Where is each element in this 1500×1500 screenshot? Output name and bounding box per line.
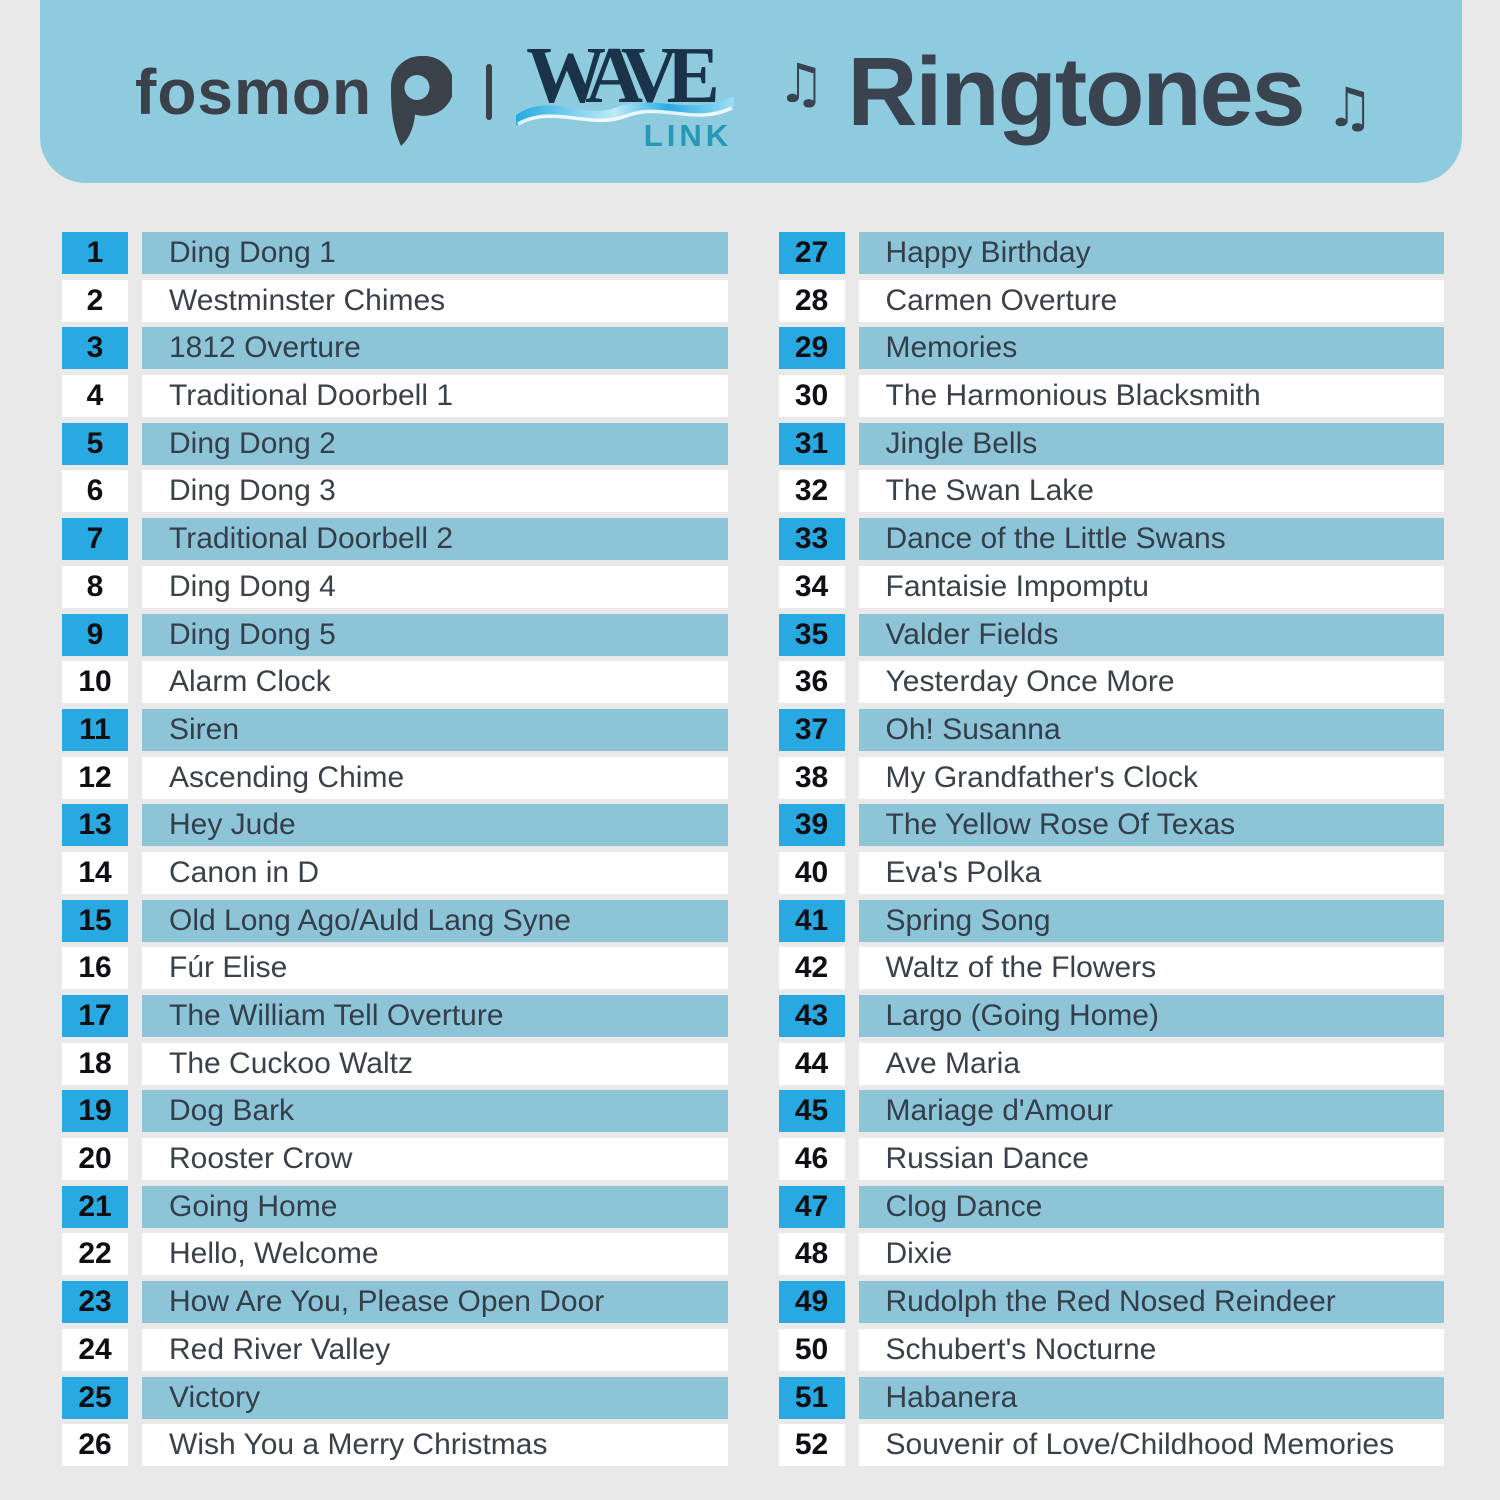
fosmon-logo-wordmark: fosmon xyxy=(135,55,373,128)
ringtone-row xyxy=(62,1424,728,1466)
ringtone-name: Dixie xyxy=(859,1233,1445,1275)
ringtone-name: Habanera xyxy=(859,1377,1445,1419)
ringtone-row xyxy=(62,518,728,560)
ringtone-name: Oh! Susanna xyxy=(859,709,1445,751)
ringtone-number: 36 xyxy=(779,661,845,703)
ringtone-number: 44 xyxy=(779,1043,845,1085)
ringtone-row xyxy=(779,947,1445,989)
ringtone-name: Russian Dance xyxy=(859,1138,1445,1180)
ringtone-name: Siren xyxy=(142,709,728,751)
ringtone-name: How Are You, Please Open Door xyxy=(142,1281,728,1323)
ringtone-row xyxy=(62,280,728,322)
ringtone-number: 4 xyxy=(62,375,128,417)
ringtone-number: 20 xyxy=(62,1138,128,1180)
ringtone-number: 27 xyxy=(779,232,845,274)
ringtone-row xyxy=(779,614,1445,656)
page-title: Ringtones xyxy=(847,37,1304,146)
ringtone-name: Ding Dong 4 xyxy=(142,566,728,608)
ringtone-name: Memories xyxy=(859,327,1445,369)
ringtone-number: 51 xyxy=(779,1377,845,1419)
ringtone-row xyxy=(62,1186,728,1228)
ringtone-name: Souvenir of Love/Childhood Memories xyxy=(859,1424,1445,1466)
logo-divider xyxy=(486,64,492,120)
ringtone-row xyxy=(779,566,1445,608)
ringtone-name: Ascending Chime xyxy=(142,757,728,799)
ringtone-number: 12 xyxy=(62,757,128,799)
ringtone-name: Schubert's Nocturne xyxy=(859,1329,1445,1371)
ringtone-row xyxy=(62,947,728,989)
ringtone-row xyxy=(779,1424,1445,1466)
ringtone-number: 37 xyxy=(779,709,845,751)
ringtone-row xyxy=(779,804,1445,846)
ringtone-number: 49 xyxy=(779,1281,845,1323)
ringtone-name: Red River Valley xyxy=(142,1329,728,1371)
ringtone-row xyxy=(779,423,1445,465)
ringtone-name: The Harmonious Blacksmith xyxy=(859,375,1445,417)
ringtone-number: 23 xyxy=(62,1281,128,1323)
ringtone-name: Jingle Bells xyxy=(859,423,1445,465)
ringtone-number: 47 xyxy=(779,1186,845,1228)
ringtone-row xyxy=(62,1043,728,1085)
ringtone-row xyxy=(779,661,1445,703)
ringtone-number: 28 xyxy=(779,280,845,322)
ringtone-column-right xyxy=(779,232,1445,1472)
ringtone-name: Wish You a Merry Christmas xyxy=(142,1424,728,1466)
ringtone-number: 30 xyxy=(779,375,845,417)
ringtone-number: 5 xyxy=(62,423,128,465)
ringtone-row xyxy=(779,1377,1445,1419)
ringtone-number: 50 xyxy=(779,1329,845,1371)
ringtone-row xyxy=(62,1233,728,1275)
ringtone-number: 26 xyxy=(62,1424,128,1466)
ringtone-name: Alarm Clock xyxy=(142,661,728,703)
ringtone-row xyxy=(62,900,728,942)
ringtone-name: Eva's Polka xyxy=(859,852,1445,894)
ringtone-number: 13 xyxy=(62,804,128,846)
ringtone-row xyxy=(62,327,728,369)
ringtone-name: Clog Dance xyxy=(859,1186,1445,1228)
ringtone-name: 1812 Overture xyxy=(142,327,728,369)
wavelink-logo xyxy=(526,31,733,153)
ringtone-name: Fúr Elise xyxy=(142,947,728,989)
ringtone-name: Ave Maria xyxy=(859,1043,1445,1085)
ringtone-row xyxy=(62,1138,728,1180)
ringtone-row xyxy=(779,232,1445,274)
ringtone-row xyxy=(62,804,728,846)
ringtone-column-left xyxy=(62,232,728,1472)
ringtone-name: Westminster Chimes xyxy=(142,280,728,322)
ringtone-name: Dance of the Little Swans xyxy=(859,518,1445,560)
ringtone-number: 42 xyxy=(779,947,845,989)
ringtone-row xyxy=(779,757,1445,799)
ringtone-name: Hey Jude xyxy=(142,804,728,846)
ringtone-name: Dog Bark xyxy=(142,1090,728,1132)
music-note-icon: ♫ xyxy=(776,51,826,115)
ringtone-row xyxy=(779,1043,1445,1085)
ringtone-list xyxy=(0,232,1500,1472)
ringtone-name: Rooster Crow xyxy=(142,1138,728,1180)
ringtone-name: Ding Dong 3 xyxy=(142,470,728,512)
ringtone-row xyxy=(62,566,728,608)
ringtone-name: Valder Fields xyxy=(859,614,1445,656)
ringtone-number: 38 xyxy=(779,757,845,799)
header-banner xyxy=(40,0,1462,183)
ringtone-row xyxy=(62,661,728,703)
ringtone-name: Mariage d'Amour xyxy=(859,1090,1445,1132)
ringtone-row xyxy=(62,1329,728,1371)
ringtone-row xyxy=(62,1090,728,1132)
ringtone-name: The Cuckoo Waltz xyxy=(142,1043,728,1085)
brand-logos xyxy=(135,31,733,153)
ringtone-name: Waltz of the Flowers xyxy=(859,947,1445,989)
ringtone-row xyxy=(62,1377,728,1419)
ringtone-name: Traditional Doorbell 2 xyxy=(142,518,728,560)
wavelink-wave-text: WAVE xyxy=(526,31,708,120)
ringtone-number: 35 xyxy=(779,614,845,656)
ringtone-name: The Yellow Rose Of Texas xyxy=(859,804,1445,846)
ringtone-row xyxy=(779,1329,1445,1371)
ringtone-row xyxy=(779,1138,1445,1180)
ringtone-number: 10 xyxy=(62,661,128,703)
ringtone-number: 40 xyxy=(779,852,845,894)
ringtone-name: Ding Dong 1 xyxy=(142,232,728,274)
ringtone-row xyxy=(779,852,1445,894)
ringtone-name: Ding Dong 5 xyxy=(142,614,728,656)
ringtone-name: Largo (Going Home) xyxy=(859,995,1445,1037)
ringtone-number: 45 xyxy=(779,1090,845,1132)
ringtone-row xyxy=(62,852,728,894)
title-group xyxy=(776,37,1374,146)
ringtone-name: The Swan Lake xyxy=(859,470,1445,512)
ringtone-name: Going Home xyxy=(142,1186,728,1228)
ringtone-row xyxy=(62,1281,728,1323)
ringtone-row xyxy=(62,995,728,1037)
ringtone-name: Happy Birthday xyxy=(859,232,1445,274)
ringtone-number: 34 xyxy=(779,566,845,608)
ringtone-number: 46 xyxy=(779,1138,845,1180)
ringtone-row xyxy=(779,280,1445,322)
ringtone-number: 15 xyxy=(62,900,128,942)
ringtone-row xyxy=(779,900,1445,942)
ringtone-name: Old Long Ago/Auld Lang Syne xyxy=(142,900,728,942)
ringtone-number: 39 xyxy=(779,804,845,846)
ringtone-row xyxy=(779,327,1445,369)
ringtone-name: Hello, Welcome xyxy=(142,1233,728,1275)
ringtone-name: Yesterday Once More xyxy=(859,661,1445,703)
ringtone-number: 11 xyxy=(62,709,128,751)
ringtone-name: Ding Dong 2 xyxy=(142,423,728,465)
ringtone-name: Canon in D xyxy=(142,852,728,894)
ringtone-row xyxy=(779,995,1445,1037)
ringtone-name: Spring Song xyxy=(859,900,1445,942)
ringtone-number: 19 xyxy=(62,1090,128,1132)
ringtone-number: 33 xyxy=(779,518,845,560)
ringtone-number: 3 xyxy=(62,327,128,369)
fosmon-p-icon xyxy=(388,56,452,148)
ringtone-row xyxy=(779,375,1445,417)
ringtone-row xyxy=(62,757,728,799)
ringtone-number: 41 xyxy=(779,900,845,942)
ringtone-row xyxy=(779,1281,1445,1323)
ringtone-number: 9 xyxy=(62,614,128,656)
music-note-icon: ♫ xyxy=(1325,75,1374,139)
ringtone-row xyxy=(62,709,728,751)
ringtone-number: 52 xyxy=(779,1424,845,1466)
ringtone-number: 31 xyxy=(779,423,845,465)
ringtone-number: 14 xyxy=(62,852,128,894)
ringtone-number: 7 xyxy=(62,518,128,560)
ringtone-name: Fantaisie Impomptu xyxy=(859,566,1445,608)
ringtone-name: Rudolph the Red Nosed Reindeer xyxy=(859,1281,1445,1323)
ringtone-row xyxy=(62,614,728,656)
ringtone-row xyxy=(62,423,728,465)
ringtone-number: 8 xyxy=(62,566,128,608)
ringtone-row xyxy=(779,1090,1445,1132)
ringtone-row xyxy=(779,1233,1445,1275)
ringtone-number: 29 xyxy=(779,327,845,369)
ringtone-number: 21 xyxy=(62,1186,128,1228)
ringtone-name: Victory xyxy=(142,1377,728,1419)
ringtone-name: Traditional Doorbell 1 xyxy=(142,375,728,417)
ringtone-number: 22 xyxy=(62,1233,128,1275)
ringtone-row xyxy=(62,375,728,417)
ringtone-number: 25 xyxy=(62,1377,128,1419)
ringtone-number: 6 xyxy=(62,470,128,512)
ringtone-name: Carmen Overture xyxy=(859,280,1445,322)
ringtone-number: 24 xyxy=(62,1329,128,1371)
ringtone-number: 17 xyxy=(62,995,128,1037)
ringtone-number: 48 xyxy=(779,1233,845,1275)
ringtone-number: 1 xyxy=(62,232,128,274)
ringtone-row xyxy=(779,709,1445,751)
ringtone-number: 16 xyxy=(62,947,128,989)
ringtone-row xyxy=(62,470,728,512)
ringtone-number: 32 xyxy=(779,470,845,512)
ringtone-row xyxy=(62,232,728,274)
ringtone-number: 2 xyxy=(62,280,128,322)
ringtone-name: My Grandfather's Clock xyxy=(859,757,1445,799)
ringtone-name: The William Tell Overture xyxy=(142,995,728,1037)
ringtone-number: 18 xyxy=(62,1043,128,1085)
ringtone-row xyxy=(779,518,1445,560)
ringtone-row xyxy=(779,1186,1445,1228)
ringtone-row xyxy=(779,470,1445,512)
wavelink-link-text: LINK xyxy=(643,117,733,153)
ringtone-number: 43 xyxy=(779,995,845,1037)
